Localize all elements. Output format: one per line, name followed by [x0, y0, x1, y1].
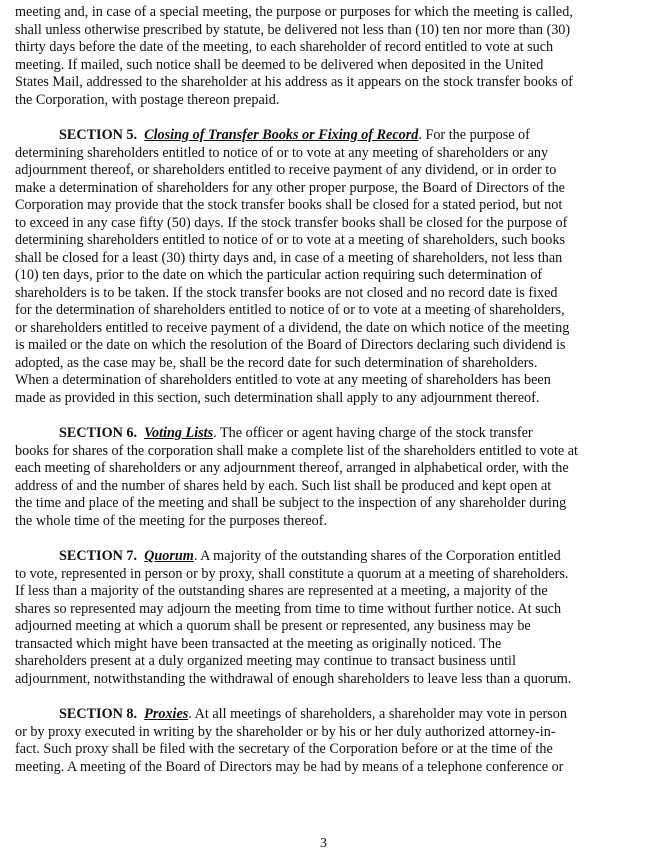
section-number: SECTION 6. [59, 425, 138, 441]
text-line: shall be closed for a least (30) thirty days and, in case of a meeting of shareholders, not less than [15, 249, 563, 266]
text-line: or shareholders entitled to receive payment of a dividend, the date on which notice of the meeting [15, 319, 570, 336]
section-number: SECTION 5. [59, 127, 138, 143]
document-page [15, 4, 637, 776]
section-5 [15, 127, 637, 407]
text-line: the time and place of the meeting and shall be subject to the inspection of any shareholder during [15, 495, 567, 511]
intro-paragraph [15, 4, 637, 109]
text-line: adjournment thereof, or shareholders entitled to receive payment of any dividend, or in order to [15, 162, 557, 178]
text-line: books for shares of the corporation shall make a complete list of the shareholders entitled to vote at [15, 442, 578, 459]
section-first-line-text: . A majority of the outstanding shares of the Corporation entitled [193, 548, 561, 564]
section-number: SECTION 8. [59, 706, 138, 722]
text-line: determining shareholders entitled to notice of or to vote at any meeting of shareholders or any [15, 144, 549, 161]
section-title: Closing of Transfer Books or Fixing of Record [144, 127, 419, 143]
text-line: meeting. If mailed, such notice shall be deemed to be delivered when deposited in the United [15, 56, 544, 73]
text-line: States Mail, addressed to the shareholder at his address as it appears on the stock transfer books of [15, 74, 573, 90]
section-heading-line [15, 127, 637, 145]
section-number: SECTION 7. [59, 548, 138, 564]
paragraph-spacer [15, 688, 637, 706]
paragraph-spacer [15, 530, 637, 548]
section-title: Voting Lists [144, 425, 214, 441]
section-6 [15, 425, 637, 530]
section-heading-line [15, 548, 637, 566]
paragraph-spacer [15, 109, 637, 127]
text-line: to exceed in any case fifty (50) days. If the stock transfer books shall be closed for the purpose of [15, 214, 568, 231]
text-line: (10) ten days, prior to the date on which the particular action requiring such determination of [15, 267, 543, 283]
text-line: made as provided in this section, such determination shall apply to any adjournment thereof. [15, 389, 540, 406]
text-line: the whole time of the meeting for the purposes thereof. [15, 512, 328, 529]
text-line: transacted which might have been transacted at the meeting as originally noticed. The [15, 635, 502, 652]
text-line: adjournment, notwithstanding the withdrawal of enough shareholders to leave less than a quorum. [15, 670, 572, 687]
paragraph-spacer [15, 407, 637, 425]
text-line: is mailed or the date on which the resolution of the Board of Directors declaring such dividend is [15, 337, 566, 353]
section-title: Quorum [144, 548, 194, 564]
text-line: address of and the number of shares held by each. Such list shall be produced and kept open at [15, 477, 552, 494]
text-line: the Corporation, with postage thereon prepaid. [15, 91, 280, 108]
text-line: adopted, as the case may be, shall be the record date for such determination of shareholders. [15, 354, 538, 371]
section-7 [15, 548, 637, 688]
text-line: shareholders present at a duly organized meeting may continue to transact business until [15, 653, 516, 669]
section-first-line-text: . For the purpose of [418, 127, 530, 143]
text-line: adjourned meeting at which a quorum shall be present or represented, any business may be [15, 618, 531, 634]
text-line: meeting. A meeting of the Board of Directors may be had by means of a telephone conference or [15, 758, 564, 775]
text-line: When a determination of shareholders entitled to vote at any meeting of shareholders has been [15, 372, 551, 388]
text-line: If less than a majority of the outstanding shares are represented at a meeting, a majority of the [15, 583, 548, 599]
text-line: or by proxy executed in writing by the shareholder or by his or her duly authorized attorney-in- [15, 723, 556, 740]
text-line: determining shareholders entitled to notice of or to vote at a meeting of shareholders, such books [15, 232, 566, 248]
text-line: for the determination of shareholders entitled to notice of or to vote at a meeting of shareholders, [15, 302, 565, 318]
page-number: 3 [320, 836, 327, 851]
text-line: fact. Such proxy shall be filed with the secretary of the Corporation before or at the time of the [15, 741, 553, 757]
section-first-line-text: . The officer or agent having charge of the stock transfer [213, 425, 533, 441]
section-first-line-text: . At all meetings of shareholders, a shareholder may vote in person [188, 706, 567, 722]
section-heading-line [15, 425, 637, 443]
text-line: meeting and, in case of a special meeting, the purpose or purposes for which the meeting is called, [15, 4, 573, 20]
section-heading-line [15, 706, 637, 724]
text-line: shareholders is to be taken. If the stock transfer books are not closed and no record date is fixed [15, 284, 558, 301]
text-line: make a determination of shareholders for any other proper purpose, the Board of Directors of the [15, 179, 565, 196]
text-line: shares so represented may adjourn the meeting from time to time without further notice. At such [15, 600, 562, 617]
text-line: each meeting of shareholders or any adjournment thereof, arranged in alphabetical order, with the [15, 460, 569, 476]
text-line: shall unless otherwise prescribed by statute, be delivered not less than (10) ten nor more than (30) [15, 21, 571, 38]
section-8 [15, 706, 637, 776]
text-line: Corporation may provide that the stock transfer books shall be closed for a stated period, but not [15, 197, 563, 213]
text-line: thirty days before the date of the meeting, to each shareholder of record entitled to vote at such [15, 39, 554, 55]
text-line: to vote, represented in person or by proxy, shall constitute a quorum at a meeting of shareholders. [15, 565, 569, 582]
section-title: Proxies [144, 706, 189, 722]
